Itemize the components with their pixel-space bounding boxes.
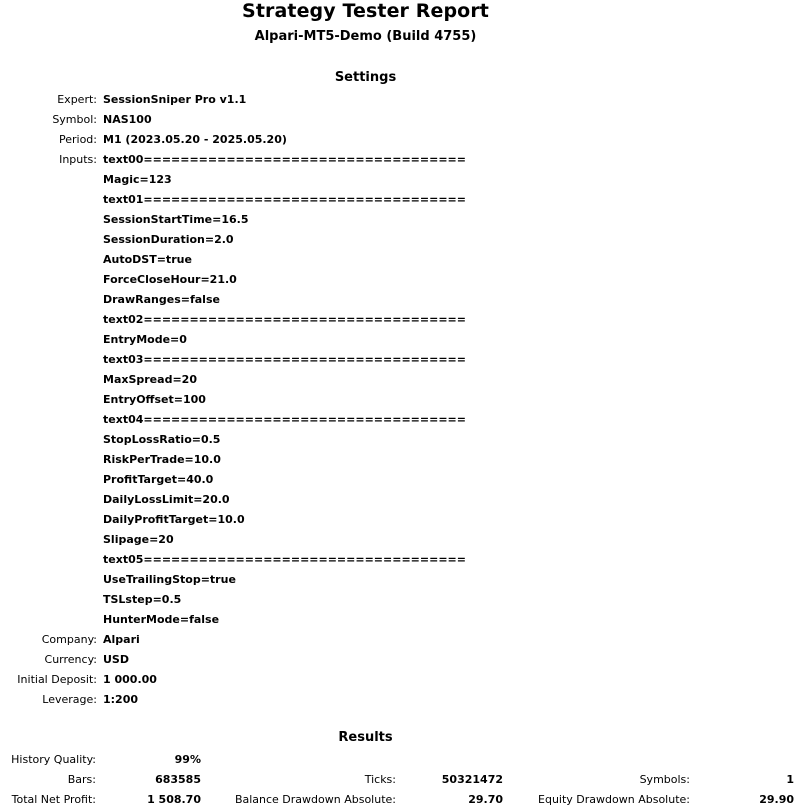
- input-row: [0, 330, 799, 350]
- period-label: Period:: [58, 133, 97, 146]
- input-value: DailyProfitTarget=10.0: [103, 513, 245, 526]
- input-value: EntryOffset=100: [103, 393, 206, 406]
- input-row: [0, 410, 799, 430]
- input-value: TSLstep=0.5: [103, 593, 182, 606]
- currency-row: [0, 650, 799, 670]
- expert-value: SessionSniper Pro v1.1: [103, 93, 247, 106]
- input-value: RiskPerTrade=10.0: [103, 453, 221, 466]
- history-quality-label: History Quality:: [11, 753, 96, 766]
- initial-deposit-label: Initial Deposit:: [17, 673, 97, 686]
- bars-row: [0, 770, 799, 790]
- input-row: [0, 350, 799, 370]
- total-net-profit-row: [0, 790, 799, 810]
- company-row: [0, 630, 799, 650]
- initial-deposit-row: [0, 670, 799, 690]
- input-row: [0, 290, 799, 310]
- input-row: [0, 190, 799, 210]
- input-row: [0, 610, 799, 630]
- ticks-label: Ticks:: [364, 773, 396, 786]
- input-row: [0, 490, 799, 510]
- input-row: [0, 210, 799, 230]
- input-row: [0, 250, 799, 270]
- history-quality-value: 99%: [174, 753, 201, 766]
- input-value: DailyLossLimit=20.0: [103, 493, 230, 506]
- total-net-profit-value: 1 508.70: [147, 793, 201, 806]
- input-value: Magic=123: [103, 173, 172, 186]
- inputs-label: Inputs:: [59, 153, 97, 166]
- report-title: Strategy Tester Report: [242, 0, 489, 22]
- expert-row: [0, 90, 799, 110]
- leverage-value: 1:200: [103, 693, 139, 706]
- input-value: StopLossRatio=0.5: [103, 433, 221, 446]
- input-value: HunterMode=false: [103, 613, 220, 626]
- input-row: [0, 170, 799, 190]
- initial-deposit-value: 1 000.00: [103, 673, 157, 686]
- input-value: text02===================================: [103, 313, 466, 326]
- leverage-row: [0, 690, 799, 710]
- company-value: Alpari: [103, 633, 140, 646]
- period-row: [0, 130, 799, 150]
- input-row: [0, 270, 799, 290]
- input-row: [0, 470, 799, 490]
- input-row: [0, 430, 799, 450]
- input-value: SessionStartTime=16.5: [103, 213, 249, 226]
- input-value: Slipage=20: [103, 533, 174, 546]
- input-value: ProfitTarget=40.0: [103, 473, 214, 486]
- input-value: SessionDuration=2.0: [103, 233, 234, 246]
- expert-label: Expert:: [57, 93, 97, 106]
- input-value: DrawRanges=false: [103, 293, 220, 306]
- input-row: [0, 590, 799, 610]
- input-row: [0, 310, 799, 330]
- input-value: text04===================================: [103, 413, 466, 426]
- input-value: text01===================================: [103, 193, 466, 206]
- symbol-row: [0, 110, 799, 130]
- bars-label: Bars:: [67, 773, 96, 786]
- symbols-value: 1: [786, 773, 794, 786]
- input-value: text00===================================: [103, 153, 466, 166]
- symbols-label: Symbols:: [639, 773, 690, 786]
- input-value: text03===================================: [103, 353, 466, 366]
- input-row: [0, 530, 799, 550]
- input-row: [0, 570, 799, 590]
- balance-drawdown-absolute-label: Balance Drawdown Absolute:: [234, 793, 396, 806]
- input-row: [0, 390, 799, 410]
- input-row: [0, 230, 799, 250]
- input-value: UseTrailingStop=true: [103, 573, 236, 586]
- report-subtitle: Alpari-MT5-Demo (Build 4755): [254, 29, 477, 44]
- equity-drawdown-absolute-value: 29.90: [759, 793, 794, 806]
- input-row: [0, 450, 799, 470]
- input-row: [0, 550, 799, 570]
- total-net-profit-label: Total Net Profit:: [11, 793, 96, 806]
- period-value: M1 (2023.05.20 - 2025.05.20): [103, 133, 287, 146]
- currency-value: USD: [103, 653, 129, 666]
- input-row: [0, 370, 799, 390]
- symbol-label: Symbol:: [52, 113, 97, 126]
- input-row: [0, 510, 799, 530]
- symbol-value: NAS100: [103, 113, 152, 126]
- ticks-value: 50321472: [441, 773, 503, 786]
- balance-drawdown-absolute-value: 29.70: [468, 793, 503, 806]
- input-value: ForceCloseHour=21.0: [103, 273, 237, 286]
- company-label: Company:: [41, 633, 97, 646]
- equity-drawdown-absolute-label: Equity Drawdown Absolute:: [538, 793, 690, 806]
- bars-value: 683585: [155, 773, 201, 786]
- input-row: [0, 150, 799, 170]
- settings-heading: Settings: [334, 70, 397, 85]
- currency-label: Currency:: [44, 653, 97, 666]
- input-value: MaxSpread=20: [103, 373, 197, 386]
- input-value: EntryMode=0: [103, 333, 187, 346]
- input-value: text05===================================: [103, 553, 466, 566]
- history-quality-row: [0, 750, 799, 770]
- results-heading: Results: [338, 730, 393, 745]
- leverage-label: Leverage:: [42, 693, 97, 706]
- input-value: AutoDST=true: [103, 253, 192, 266]
